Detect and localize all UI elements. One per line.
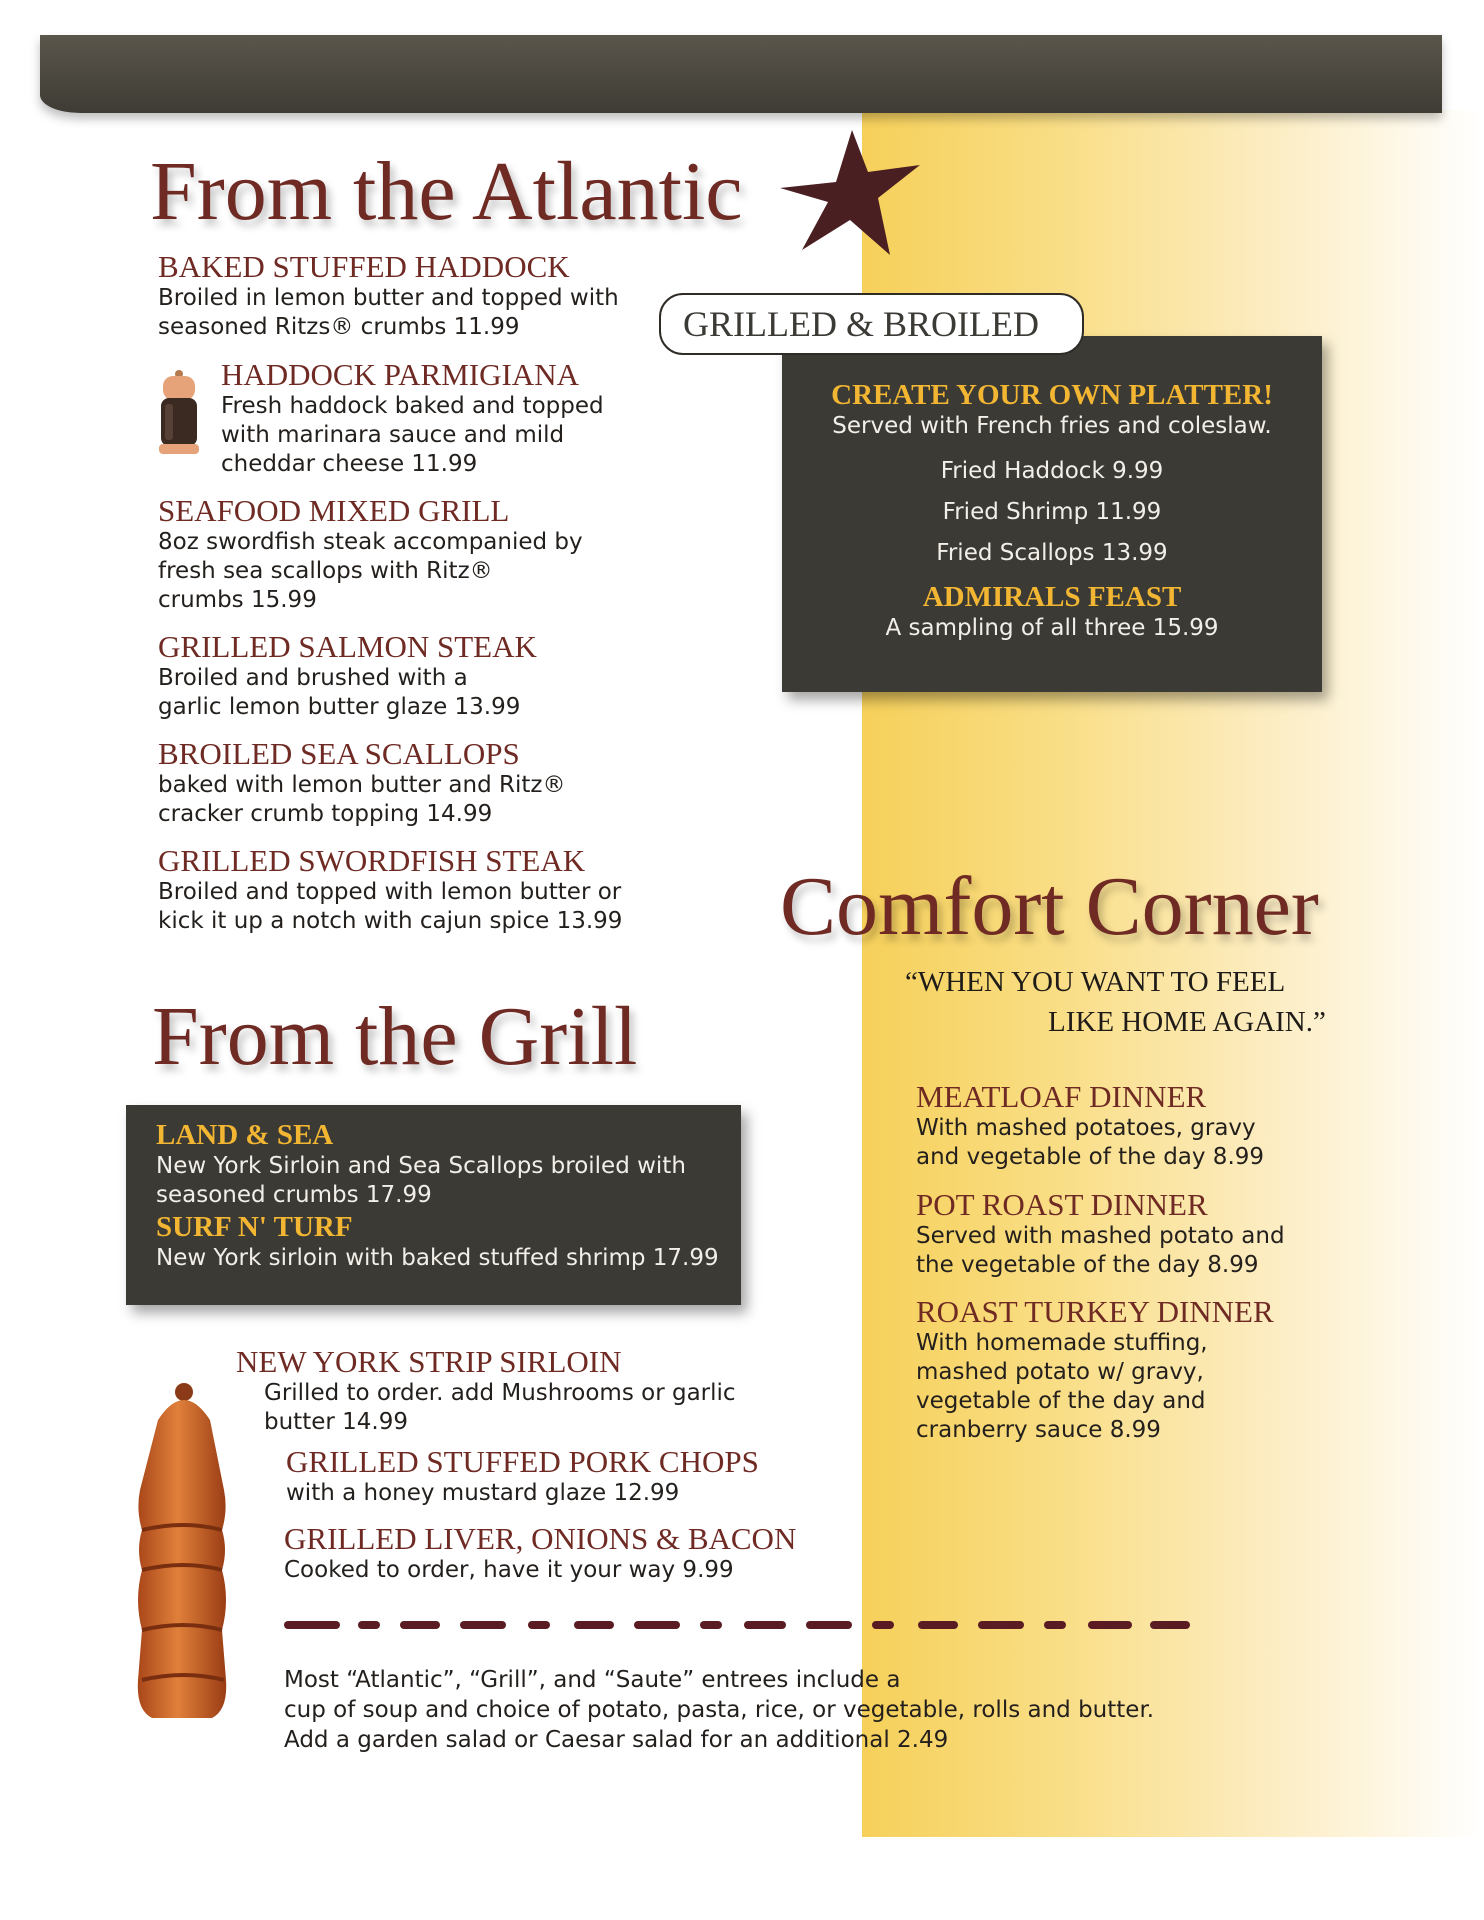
featured-grill-box <box>126 1105 741 1305</box>
item-name: SEAFOOD MIXED GRILL <box>158 493 510 528</box>
grilled-broiled-tab-label: GRILLED & BROILED <box>659 293 1084 355</box>
feast-heading: ADMIRALS FEAST <box>922 581 1182 613</box>
item-name: GRILLED LIVER, ONIONS & BACON <box>284 1521 797 1556</box>
comfort-quote-line-2: LIKE HOME AGAIN.” <box>1048 1006 1326 1038</box>
menu-item-meatloaf-dinner <box>916 1080 1264 1172</box>
grill-title: From the Grill <box>152 990 638 1083</box>
item-description: Grilled to order. add Mushrooms or garlic butter 14.99 <box>264 1380 736 1435</box>
menu-item-haddock-parmigiana <box>221 358 604 479</box>
item-description: Broiled and topped with lemon butter or kick it up a notch with cajun spice 13.99 <box>158 879 623 934</box>
item-description: Cooked to order, have it your way 9.99 <box>284 1557 734 1583</box>
featured-item-name: SURF N' TURF <box>156 1211 353 1243</box>
top-banner-bar <box>40 35 1442 113</box>
feast-description: A sampling of all three 15.99 <box>885 615 1219 641</box>
menu-item-broiled-sea-scallops <box>158 737 565 829</box>
menu-item-pot-roast-dinner <box>916 1188 1285 1280</box>
menu-item-grilled-stuffed-pork-chops <box>286 1445 759 1508</box>
item-description: Fresh haddock baked and topped with marinara sauce and mild cheddar cheese 11.99 <box>221 393 604 477</box>
featured-item-description: New York Sirloin and Sea Scallops broiled with seasoned crumbs 17.99 <box>156 1153 686 1208</box>
item-description: Broiled and brushed with a garlic lemon butter glaze 13.99 <box>158 665 521 720</box>
menu-item-roast-turkey-dinner <box>916 1295 1274 1445</box>
featured-item-name: LAND & SEA <box>156 1119 334 1151</box>
item-description: 8oz swordfish steak accompanied by fresh sea scallops with Ritz® crumbs 15.99 <box>158 529 583 613</box>
menu-item-new-york-strip-sirloin <box>236 1345 736 1437</box>
item-name: POT ROAST DINNER <box>916 1187 1208 1222</box>
item-description: with a honey mustard glaze 12.99 <box>286 1480 680 1506</box>
featured-item-description: New York sirloin with baked stuffed shrimp 17.99 <box>156 1245 719 1271</box>
platter-option: Fried Scallops 13.99 <box>936 540 1168 566</box>
item-name: BROILED SEA SCALLOPS <box>158 736 520 771</box>
item-name: GRILLED SWORDFISH STEAK <box>158 843 586 878</box>
item-description: baked with lemon butter and Ritz® cracker crumb topping 14.99 <box>158 772 566 827</box>
menu-item-seafood-mixed-grill <box>158 494 583 615</box>
platter-option: Fried Haddock 9.99 <box>940 458 1164 484</box>
salt-grinder-icon <box>155 368 203 456</box>
dash-divider <box>284 1618 1194 1632</box>
item-description: Broiled in lemon butter and topped with seasoned Ritzs® crumbs 11.99 <box>158 285 619 340</box>
platter-option: Fried Shrimp 11.99 <box>942 499 1162 525</box>
pepper-mill-icon <box>128 1380 236 1722</box>
item-name: GRILLED SALMON STEAK <box>158 629 537 664</box>
comfort-quote-line-1: “WHEN YOU WANT TO FEEL <box>905 966 1286 998</box>
menu-item-grilled-liver-onions-bacon <box>284 1522 796 1585</box>
menu-item-grilled-salmon-steak <box>158 630 537 722</box>
item-description: Served with mashed potato and the vegetable of the day 8.99 <box>916 1223 1285 1278</box>
item-description: With mashed potatoes, gravy and vegetable of the day 8.99 <box>916 1115 1265 1170</box>
item-name: ROAST TURKEY DINNER <box>916 1294 1274 1329</box>
item-name: GRILLED STUFFED PORK CHOPS <box>286 1444 759 1479</box>
platter-note: Served with French fries and coleslaw. <box>832 413 1272 439</box>
atlantic-title: From the Atlantic <box>150 145 743 238</box>
platter-box <box>782 336 1322 692</box>
footer-note: Most “Atlantic”, “Grill”, and “Saute” entrees include a cup of soup and choice of potato, pasta, rice, or vegetable, rolls and butter. Add a garden salad or Caesar salad for an additional 2.49 <box>284 1667 1155 1753</box>
item-name: NEW YORK STRIP SIRLOIN <box>236 1344 622 1379</box>
item-description: With homemade stuffing, mashed potato w/ gravy, vegetable of the day and cranberry sauce 8.99 <box>916 1330 1208 1443</box>
item-name: BAKED STUFFED HADDOCK <box>158 249 570 284</box>
menu-item-grilled-swordfish-steak <box>158 844 622 936</box>
platter-heading: CREATE YOUR OWN PLATTER! <box>831 379 1273 411</box>
comfort-title: Comfort Corner <box>780 860 1319 953</box>
item-name: MEATLOAF DINNER <box>916 1079 1207 1114</box>
item-name: HADDOCK PARMIGIANA <box>221 357 579 392</box>
star-icon <box>780 130 920 255</box>
menu-item-baked-stuffed-haddock <box>158 250 619 342</box>
